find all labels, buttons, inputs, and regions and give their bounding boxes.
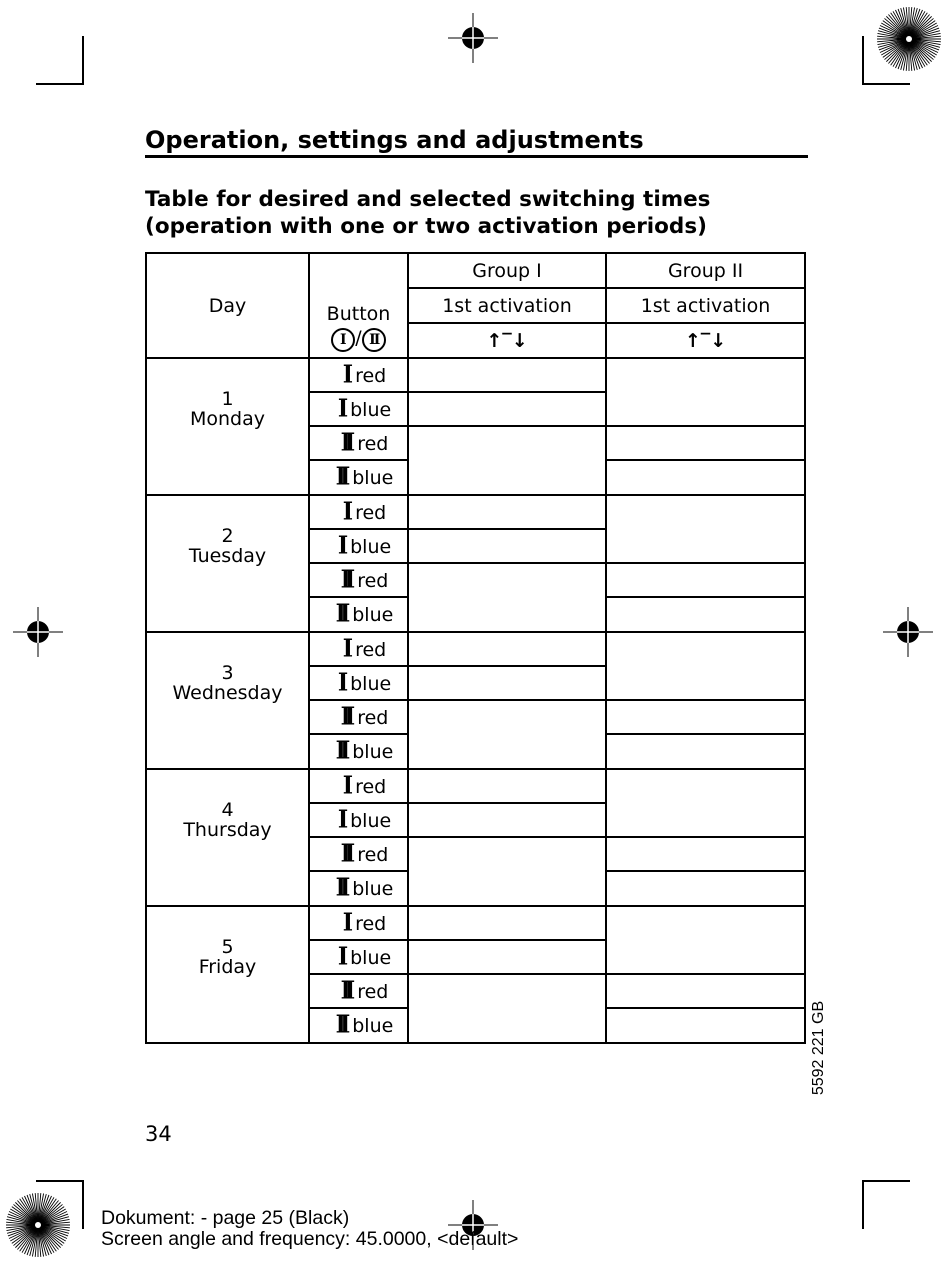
group1-entry-cell[interactable] [408,392,606,426]
crop-mark-bottom-right-h [862,1180,910,1182]
button-roman-icon: II [335,873,345,903]
group2-activation-header: 1st activation [606,288,805,323]
group1-entry-cell[interactable] [408,906,606,940]
button-cell [309,563,408,597]
group2-arrow-icon: ↑‾↓ [606,323,805,358]
crop-mark-bottom-left-h [36,1180,84,1182]
button-color-label: red [355,912,387,935]
button-cell [309,906,408,940]
day-cell [146,632,309,769]
button-one-circle-icon: I [331,328,355,352]
button-cell [309,837,408,871]
button-color-label: blue [352,1015,394,1037]
button-cell [309,974,408,1008]
button-cell [309,495,408,529]
day-number: 4 [221,798,234,821]
button-color-label: blue [352,878,394,900]
button-color-label: blue [350,535,392,558]
button-two-circle-icon: II [362,328,386,352]
day-name: Tuesday [188,544,267,567]
day-cell [146,495,309,632]
button-roman-icon: I [337,531,345,560]
button-roman-icon: II [335,599,345,629]
button-color-label: blue [352,741,394,763]
button-cell [309,666,408,700]
starburst-top-right-icon [876,6,942,72]
button-color-label: red [357,432,389,455]
button-roman-icon: I [342,497,350,526]
button-cell [309,769,408,803]
button-cell [309,392,408,426]
section-heading: Operation, settings and adjustments [145,125,808,158]
button-cell [309,871,408,906]
group2-entry-cell[interactable] [606,974,805,1008]
group2-entry-cell[interactable] [606,597,805,632]
day-name: Monday [189,407,265,430]
group1-entry-cell[interactable] [408,940,606,974]
button-cell [309,358,408,392]
switching-times-table [145,252,806,1044]
group2-entry-cell[interactable] [606,700,805,734]
button-roman-icon: I [342,908,350,937]
group1-entry-cell[interactable] [408,563,606,632]
group1-entry-cell[interactable] [408,632,606,666]
group1-entry-cell[interactable] [408,529,606,563]
group1-entry-cell[interactable] [408,769,606,803]
button-roman-icon: I [337,942,345,971]
crop-mark-top-left-h [36,83,84,85]
group2-entry-cell[interactable] [606,426,805,460]
page-number: 34 [145,1122,172,1146]
group1-entry-cell[interactable] [408,803,606,837]
button-cell [309,632,408,666]
document-code: 5592 221 GB [810,1000,827,1096]
crop-mark-top-left-v [82,36,84,85]
button-cell [309,700,408,734]
registration-target-top-icon [448,13,498,63]
button-roman-icon: I [342,360,350,389]
button-roman-icon: II [335,462,345,492]
group1-header: Group I [408,253,606,288]
group1-entry-cell[interactable] [408,666,606,700]
group2-entry-cell[interactable] [606,837,805,871]
button-roman-icon: II [340,976,350,1005]
button-cell [309,460,408,495]
day-name: Thursday [183,818,272,841]
group2-entry-cell[interactable] [606,871,805,906]
button-roman-icon: II [335,736,345,766]
button-roman-icon: I [342,771,350,800]
crop-mark-top-right-v [862,36,864,85]
button-color-label: red [357,843,389,866]
group1-entry-cell[interactable] [408,358,606,392]
button-roman-icon: II [340,428,350,457]
button-cell [309,734,408,769]
day-number: 2 [221,524,234,547]
button-separator: / [355,327,362,349]
button-header-label: Button [326,303,391,325]
button-roman-icon: I [337,394,345,423]
registration-target-right-icon [883,607,933,657]
day-cell [146,769,309,906]
group2-entry-cell[interactable] [606,734,805,769]
button-cell [309,597,408,632]
crop-mark-bottom-right-v [862,1180,864,1229]
day-name: Friday [198,955,257,978]
button-color-label: blue [350,809,392,832]
button-color-label: red [355,501,387,524]
button-roman-icon: I [337,805,345,834]
group1-activation-header: 1st activation [408,288,606,323]
crop-mark-bottom-left-v [82,1180,84,1229]
day-number: 3 [221,661,234,684]
registration-target-left-icon [13,607,63,657]
button-color-label: red [357,569,389,592]
group2-entry-cell[interactable] [606,1008,805,1043]
crop-mark-top-right-h [862,83,910,85]
button-roman-icon: II [340,839,350,868]
button-roman-icon: I [342,634,350,663]
group1-entry-cell[interactable] [408,974,606,1043]
button-header [309,253,408,358]
button-cell [309,529,408,563]
day-number: 5 [221,935,234,958]
button-color-label: red [355,364,387,387]
button-cell [309,940,408,974]
button-color-label: blue [350,398,392,421]
button-roman-icon: II [340,702,350,731]
button-color-label: red [355,775,387,798]
group2-entry-cell[interactable] [606,563,805,597]
button-color-label: red [357,980,389,1003]
button-cell [309,426,408,460]
print-footer [101,1208,518,1250]
footer-line-1: Dokument: - page 25 (Black) [101,1207,350,1229]
group2-entry-cell[interactable] [606,906,805,974]
button-color-label: blue [352,604,394,626]
group1-entry-cell[interactable] [408,495,606,529]
group1-entry-cell[interactable] [408,700,606,769]
day-number: 1 [221,387,234,410]
footer-line-2: Screen angle and frequency: 45.0000, <default> [101,1228,519,1250]
button-cell [309,803,408,837]
group2-entry-cell[interactable] [606,460,805,495]
starburst-bottom-left-icon [5,1192,71,1258]
button-roman-icon: II [335,1010,345,1040]
table-caption: Table for desired and selected switching times (operation with one or two activation periods) [145,187,711,239]
group2-entry-cell[interactable] [606,358,805,426]
group2-entry-cell[interactable] [606,769,805,837]
button-color-label: blue [352,467,394,489]
button-color-label: blue [350,946,392,969]
group1-entry-cell[interactable] [408,837,606,906]
group2-entry-cell[interactable] [606,632,805,700]
button-color-label: red [355,638,387,661]
day-name: Wednesday [172,681,283,704]
day-cell [146,906,309,1043]
day-header: Day [146,253,309,358]
button-cell [309,1008,408,1043]
group2-header: Group II [606,253,805,288]
day-cell [146,358,309,495]
group1-arrow-icon: ↑‾↓ [408,323,606,358]
button-roman-icon: I [337,668,345,697]
group1-entry-cell[interactable] [408,426,606,495]
button-color-label: red [357,706,389,729]
button-roman-icon: II [340,565,350,594]
button-color-label: blue [350,672,392,695]
group2-entry-cell[interactable] [606,495,805,563]
